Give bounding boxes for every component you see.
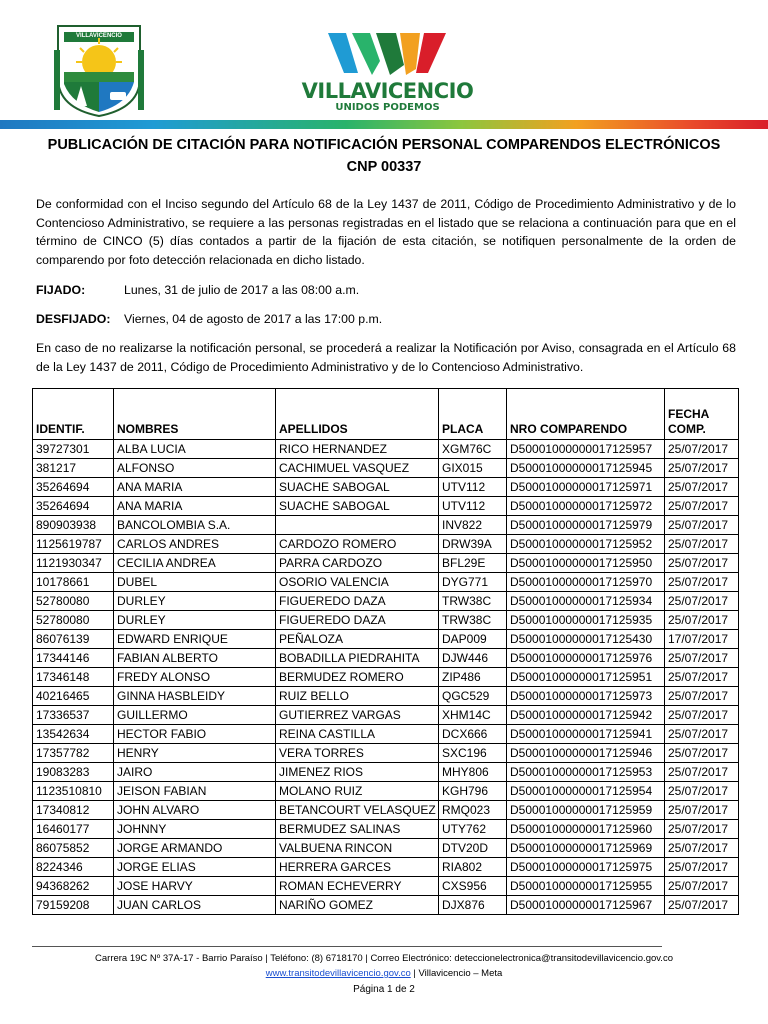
cell-nro-comparendo: D50001000000017125972 [507, 497, 665, 516]
cell-identif: 17357782 [33, 744, 114, 763]
cell-identif: 40216465 [33, 687, 114, 706]
cell-fecha-comp: 25/07/2017 [665, 782, 739, 801]
cell-nro-comparendo: D50001000000017125935 [507, 611, 665, 630]
cell-apellidos [276, 516, 439, 535]
cell-placa: CXS956 [439, 877, 507, 896]
citation-table-wrapper [32, 388, 738, 915]
cell-fecha-comp: 25/07/2017 [665, 649, 739, 668]
cell-nombres: JORGE ELIAS [114, 858, 276, 877]
cell-fecha-comp: 25/07/2017 [665, 592, 739, 611]
cell-fecha-comp: 25/07/2017 [665, 516, 739, 535]
cell-nombres: JAIRO [114, 763, 276, 782]
cell-nro-comparendo: D50001000000017125960 [507, 820, 665, 839]
brand-w-mark-icon [300, 25, 475, 79]
cell-placa: DRW39A [439, 535, 507, 554]
cell-fecha-comp: 25/07/2017 [665, 858, 739, 877]
municipal-crest-logo [50, 20, 148, 118]
table-row [33, 877, 739, 896]
table-row [33, 820, 739, 839]
cell-apellidos: NARIÑO GOMEZ [276, 896, 439, 915]
table-row [33, 478, 739, 497]
cell-placa: SXC196 [439, 744, 507, 763]
header-nombres: NOMBRES [114, 389, 276, 440]
desfijado-value: Viernes, 04 de agosto de 2017 a las 17:00 p.m. [124, 312, 383, 326]
cell-nombres: JOHN ALVARO [114, 801, 276, 820]
footer-website-link[interactable]: www.transitodevillavicencio.gov.co [265, 968, 411, 979]
cell-apellidos: BETANCOURT VELASQUEZ [276, 801, 439, 820]
cell-nombres: EDWARD ENRIQUE [114, 630, 276, 649]
cell-apellidos: ROMAN ECHEVERRY [276, 877, 439, 896]
table-row [33, 706, 739, 725]
cell-nro-comparendo: D50001000000017125953 [507, 763, 665, 782]
cell-placa: XHM14C [439, 706, 507, 725]
cell-placa: DTV20D [439, 839, 507, 858]
cell-identif: 13542634 [33, 725, 114, 744]
cell-apellidos: JIMENEZ RIOS [276, 763, 439, 782]
cell-placa: RMQ023 [439, 801, 507, 820]
table-header-row [33, 389, 739, 440]
footer-address: Carrera 19C Nº 37A-17 - Barrio Paraíso | Teléfono: (8) 6718170 | Correo Electrónico: deteccionelectronica@transitodevillavicencio.gov.co [95, 953, 673, 964]
cell-apellidos: GUTIERREZ VARGAS [276, 706, 439, 725]
cell-identif: 16460177 [33, 820, 114, 839]
cell-nombres: JEISON FABIAN [114, 782, 276, 801]
cell-placa: KGH796 [439, 782, 507, 801]
table-row [33, 630, 739, 649]
cell-fecha-comp: 25/07/2017 [665, 497, 739, 516]
cell-identif: 94368262 [33, 877, 114, 896]
cell-nro-comparendo: D50001000000017125430 [507, 630, 665, 649]
cell-identif: 52780080 [33, 611, 114, 630]
cell-nro-comparendo: D50001000000017125954 [507, 782, 665, 801]
cell-nro-comparendo: D50001000000017125969 [507, 839, 665, 858]
villavicencio-brand-logo [300, 25, 475, 115]
cell-placa: DJX876 [439, 896, 507, 915]
cell-nombres: ALBA LUCIA [114, 440, 276, 459]
cell-fecha-comp: 25/07/2017 [665, 535, 739, 554]
cell-identif: 890903938 [33, 516, 114, 535]
cell-nro-comparendo: D50001000000017125946 [507, 744, 665, 763]
cell-nro-comparendo: D50001000000017125979 [507, 516, 665, 535]
cell-fecha-comp: 25/07/2017 [665, 820, 739, 839]
cell-identif: 17340812 [33, 801, 114, 820]
outro-paragraph: En caso de no realizarse la notificación personal, se procederá a realizar la Notificación por Aviso, consagrada en el Artículo 68 de la Ley 1437 de 2011, Código de Procedimiento Administrativo y de lo Contencioso Administrativo. [36, 341, 736, 374]
cell-nro-comparendo: D50001000000017125959 [507, 801, 665, 820]
cell-fecha-comp: 25/07/2017 [665, 554, 739, 573]
cell-nro-comparendo: D50001000000017125970 [507, 573, 665, 592]
table-row [33, 782, 739, 801]
cell-fecha-comp: 25/07/2017 [665, 440, 739, 459]
cell-nombres: CARLOS ANDRES [114, 535, 276, 554]
cell-identif: 17336537 [33, 706, 114, 725]
table-row [33, 668, 739, 687]
desfijado-line [36, 312, 382, 326]
table-body [33, 440, 739, 915]
cell-fecha-comp: 25/07/2017 [665, 668, 739, 687]
cell-apellidos: PARRA CARDOZO [276, 554, 439, 573]
cell-nombres: DUBEL [114, 573, 276, 592]
cell-placa: BFL29E [439, 554, 507, 573]
document-title: PUBLICACIÓN DE CITACIÓN PARA NOTIFICACIÓN PERSONAL COMPARENDOS ELECTRÓNICOS [47, 137, 721, 153]
cell-placa: UTV112 [439, 497, 507, 516]
cell-nombres: DURLEY [114, 611, 276, 630]
cell-nro-comparendo: D50001000000017125952 [507, 535, 665, 554]
table-row [33, 649, 739, 668]
cell-nombres: FABIAN ALBERTO [114, 649, 276, 668]
cell-apellidos: VERA TORRES [276, 744, 439, 763]
cell-placa: ZIP486 [439, 668, 507, 687]
cell-placa: INV822 [439, 516, 507, 535]
table-row [33, 896, 739, 915]
cell-placa: TRW38C [439, 611, 507, 630]
cell-apellidos: FIGUEREDO DAZA [276, 592, 439, 611]
cell-placa: RIA802 [439, 858, 507, 877]
cell-apellidos: BERMUDEZ SALINAS [276, 820, 439, 839]
cell-apellidos: BERMUDEZ ROMERO [276, 668, 439, 687]
cell-apellidos: RUIZ BELLO [276, 687, 439, 706]
cell-apellidos: FIGUEREDO DAZA [276, 611, 439, 630]
cell-nombres: DURLEY [114, 592, 276, 611]
cell-identif: 86076139 [33, 630, 114, 649]
cell-placa: UTV112 [439, 478, 507, 497]
cell-fecha-comp: 25/07/2017 [665, 896, 739, 915]
cell-nro-comparendo: D50001000000017125941 [507, 725, 665, 744]
table-row [33, 440, 739, 459]
cell-placa: XGM76C [439, 440, 507, 459]
cell-identif: 19083283 [33, 763, 114, 782]
desfijado-label: DESFIJADO: [36, 312, 111, 326]
header-nro-comparendo: NRO COMPARENDO [507, 389, 665, 440]
cell-identif: 381217 [33, 459, 114, 478]
table-row [33, 573, 739, 592]
cell-fecha-comp: 25/07/2017 [665, 573, 739, 592]
cell-apellidos: PEÑALOZA [276, 630, 439, 649]
cell-apellidos: MOLANO RUIZ [276, 782, 439, 801]
cell-nro-comparendo: D50001000000017125957 [507, 440, 665, 459]
cell-identif: 79159208 [33, 896, 114, 915]
cell-placa: UTY762 [439, 820, 507, 839]
footer-city: | Villavicencio – Meta [410, 968, 503, 979]
cell-nro-comparendo: D50001000000017125971 [507, 478, 665, 497]
cell-placa: TRW38C [439, 592, 507, 611]
cell-placa: GIX015 [439, 459, 507, 478]
cell-placa: DAP009 [439, 630, 507, 649]
cell-nombres: GINNA HASBLEIDY [114, 687, 276, 706]
cell-identif: 39727301 [33, 440, 114, 459]
cell-apellidos: REINA CASTILLA [276, 725, 439, 744]
cell-nro-comparendo: D50001000000017125975 [507, 858, 665, 877]
table-row [33, 839, 739, 858]
cell-identif: 1125619787 [33, 535, 114, 554]
cell-nombres: HENRY [114, 744, 276, 763]
cell-identif: 10178661 [33, 573, 114, 592]
cell-identif: 52780080 [33, 592, 114, 611]
intro-paragraph: De conformidad con el Inciso segundo del Artículo 68 de la Ley 1437 de 2011, Código de Procedimiento Administrativo y de lo Contencioso Administrativo, se requiere a las personas registradas en el listado que se relaciona a continuación para que en el término de CINCO (5) días contados a partir de la fijación de esta citación, se notifiquen personalmente de la orden de comparendo por foto detección relacionada en dicho listado. [36, 197, 736, 267]
cell-nombres: ANA MARIA [114, 497, 276, 516]
table-row [33, 858, 739, 877]
header-fecha-comp: FECHA COMP. [665, 389, 739, 440]
cell-placa: MHY806 [439, 763, 507, 782]
cell-placa: DYG771 [439, 573, 507, 592]
cell-nro-comparendo: D50001000000017125967 [507, 896, 665, 915]
cell-nro-comparendo: D50001000000017125934 [507, 592, 665, 611]
cell-fecha-comp: 25/07/2017 [665, 839, 739, 858]
cell-identif: 17346148 [33, 668, 114, 687]
cell-nro-comparendo: D50001000000017125942 [507, 706, 665, 725]
cell-identif: 35264694 [33, 478, 114, 497]
table-row [33, 554, 739, 573]
table-row [33, 763, 739, 782]
cell-fecha-comp: 25/07/2017 [665, 611, 739, 630]
cell-fecha-comp: 25/07/2017 [665, 877, 739, 896]
cell-nro-comparendo: D50001000000017125951 [507, 668, 665, 687]
cell-fecha-comp: 25/07/2017 [665, 459, 739, 478]
table-row [33, 592, 739, 611]
cell-identif: 1123510810 [33, 782, 114, 801]
cell-nombres: CECILIA ANDREA [114, 554, 276, 573]
document-subtitle: CNP 00337 [346, 159, 422, 175]
fijado-line [36, 283, 359, 297]
cell-nombres: ALFONSO [114, 459, 276, 478]
table-row [33, 497, 739, 516]
header-color-stripe [0, 120, 768, 129]
cell-apellidos: SUACHE SABOGAL [276, 497, 439, 516]
cell-fecha-comp: 25/07/2017 [665, 706, 739, 725]
cell-apellidos: CACHIMUEL VASQUEZ [276, 459, 439, 478]
table-row [33, 687, 739, 706]
table-row [33, 725, 739, 744]
table-row [33, 611, 739, 630]
cell-apellidos: HERRERA GARCES [276, 858, 439, 877]
cell-identif: 8224346 [33, 858, 114, 877]
cell-apellidos: OSORIO VALENCIA [276, 573, 439, 592]
cell-placa: DCX666 [439, 725, 507, 744]
table-row [33, 516, 739, 535]
cell-apellidos: CARDOZO ROMERO [276, 535, 439, 554]
table-row [33, 535, 739, 554]
footer-web-line [0, 968, 768, 979]
cell-fecha-comp: 25/07/2017 [665, 801, 739, 820]
cell-nro-comparendo: D50001000000017125973 [507, 687, 665, 706]
footer-divider [32, 946, 662, 947]
cell-placa: DJW446 [439, 649, 507, 668]
cell-identif: 17344146 [33, 649, 114, 668]
header-identif: IDENTIF. [33, 389, 114, 440]
cell-nro-comparendo: D50001000000017125945 [507, 459, 665, 478]
cell-fecha-comp: 25/07/2017 [665, 744, 739, 763]
cell-nombres: FREDY ALONSO [114, 668, 276, 687]
page-number: Página 1 de 2 [353, 984, 415, 995]
table-row [33, 459, 739, 478]
table-row [33, 744, 739, 763]
brand-tagline: UNIDOS PODEMOS [335, 102, 440, 113]
cell-nro-comparendo: D50001000000017125976 [507, 649, 665, 668]
cell-fecha-comp: 25/07/2017 [665, 478, 739, 497]
cell-nro-comparendo: D50001000000017125955 [507, 877, 665, 896]
cell-nombres: GUILLERMO [114, 706, 276, 725]
cell-apellidos: RICO HERNANDEZ [276, 440, 439, 459]
header-placa: PLACA [439, 389, 507, 440]
cell-nombres: BANCOLOMBIA S.A. [114, 516, 276, 535]
cell-nro-comparendo: D50001000000017125950 [507, 554, 665, 573]
cell-apellidos: SUACHE SABOGAL [276, 478, 439, 497]
header-apellidos: APELLIDOS [276, 389, 439, 440]
cell-fecha-comp: 25/07/2017 [665, 687, 739, 706]
citation-table [32, 388, 739, 915]
cell-fecha-comp: 25/07/2017 [665, 763, 739, 782]
cell-nombres: JOSE HARVY [114, 877, 276, 896]
cell-apellidos: VALBUENA RINCON [276, 839, 439, 858]
crest-motto: VILLAVICENCIO [76, 33, 122, 39]
cell-apellidos: BOBADILLA PIEDRAHITA [276, 649, 439, 668]
cell-nombres: ANA MARIA [114, 478, 276, 497]
cell-nombres: HECTOR FABIO [114, 725, 276, 744]
table-row [33, 801, 739, 820]
cell-nombres: JORGE ARMANDO [114, 839, 276, 858]
fijado-value: Lunes, 31 de julio de 2017 a las 08:00 a.m. [124, 283, 360, 297]
fijado-label: FIJADO: [36, 283, 86, 297]
cell-identif: 86075852 [33, 839, 114, 858]
cell-nombres: JUAN CARLOS [114, 896, 276, 915]
cell-nombres: JOHNNY [114, 820, 276, 839]
cell-fecha-comp: 17/07/2017 [665, 630, 739, 649]
cell-identif: 1121930347 [33, 554, 114, 573]
cell-fecha-comp: 25/07/2017 [665, 725, 739, 744]
cell-placa: QGC529 [439, 687, 507, 706]
cell-identif: 35264694 [33, 497, 114, 516]
brand-name: VILLAVICENCIO [301, 79, 474, 103]
